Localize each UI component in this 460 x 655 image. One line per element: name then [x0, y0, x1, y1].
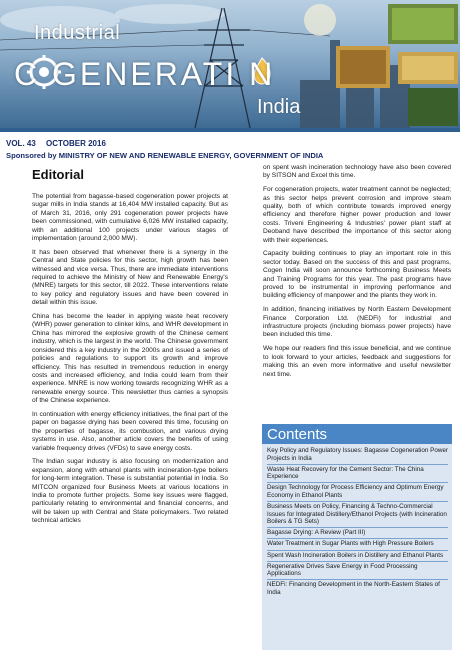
masthead-title-top: Industrial: [34, 22, 121, 44]
masthead: [0, 0, 460, 128]
contents-box: [262, 424, 452, 650]
contents-item-water-treatment[interactable]: Water Treatment in Sugar Plants with High Pressure Boilers: [267, 539, 448, 550]
contents-item-bagasse-drying[interactable]: Bagasse Drying: A Review (Part III): [267, 528, 448, 539]
contents-heading: Contents: [262, 424, 452, 444]
issue-info: [6, 139, 114, 148]
contents-item-spent-wash[interactable]: Spent Wash Incineration Boilers in Distillery and Ethanol Plants: [267, 551, 448, 562]
contents-item-policy[interactable]: Key Policy and Regulatory Issues: Bagasse Cogeneration Power Projects in India: [267, 446, 448, 465]
editorial-paragraph: We hope our readers find this issue beneficial, and we continue to look forward to your articles, feedback and suggestions for making this an even more informative and useful newsletter next time.: [263, 345, 451, 378]
editorial-paragraph: Capacity building continues to play an important role in this sector today. Based on the success of this and past programs, Cogen India will soon announce forthcoming Business Meets and Training Programs for this year. The past programs have proved to be instrumental in improving performance and building efficiency of manpower and the plants they work in.: [263, 250, 451, 300]
editorial-paragraph: The potential from bagasse-based cogeneration power projects at sugar mills in India stands at 16,404 MW installed capacity. But as of March 31, 2016, only 291 cogeneration power projects have been commissioned, with cumulative 6,026 MW installed capacity, with an additional 100 projects under various stages of implementation (around 2,000 MW).: [32, 193, 228, 243]
editorial-paragraph: In addition, financing initiatives by North Eastern Development Finance Corporation Ltd. (NEDFi) for industrial and infrastructure projects (including biomass power projects) have been included this time.: [263, 306, 451, 339]
editorial-right-column: [263, 164, 451, 384]
editorial-paragraph: China has become the leader in applying waste heat recovery (WHR) power generation to clinker kilns, and WHR development in China has mirrored the explosive growth of the Chinese cement industry, which is the largest in the world. The Chinese government considered this a key industry in the 2000s and issued a series of policies and regulations to support its growth and improve efficiency. This has resulted in tremendous reduction in energy costs and increased efficiency, and India could learn from their experience. MNRE is now working towards recognizing WHR as a renewable energy source. This newsletter thus carries a synopsis of the Chinese experience.: [32, 313, 228, 405]
sponsor-line: Sponsored by MINISTRY OF NEW AND RENEWABLE ENERGY, GOVERNMENT OF INDIA: [6, 151, 324, 160]
contents-item-business-meets[interactable]: Business Meets on Policy, Financing & Techno-Commercial Issues for Integrated Distillery/Ethanol Projects (with Incineration Boilers & TG Sets): [267, 502, 448, 528]
cane-field-photo: [408, 88, 458, 126]
contents-item-waste-heat[interactable]: Waste Heat Recovery for the Cement Sector: The China Experience: [267, 465, 448, 484]
contents-item-regenerative-drives[interactable]: Regenerative Drives Save Energy in Food Processing Applications: [267, 562, 448, 581]
editorial-paragraph: on spent wash incineration technology have also been covered by SITSON and Excel this time.: [263, 164, 451, 180]
contents-item-design-technology[interactable]: Design Technology for Process Efficiency and Optimum Energy Economy in Ethanol Plants: [267, 483, 448, 502]
masthead-title-sub: India: [257, 96, 301, 118]
editorial-paragraph: It has been observed that whenever there is a synergy in the Central and State policies for this sector, high growth has been witnessed and vice versa. Thus, there are immediate interventions required to achieve the Ministry of New and Renewable Energy's (MNRE) targets for this sector, till 2022. These interventions relate to key policy and regulatory issues and have been covered in detail within this issue.: [32, 248, 228, 307]
issue-month: OCTOBER 2016: [46, 139, 106, 148]
contents-item-nedfi[interactable]: NEDFi: Financing Development in the North-Eastern States of India: [267, 581, 440, 596]
editorial-heading: Editorial: [32, 167, 85, 182]
masthead-title-main: C GENERATI N: [14, 56, 276, 92]
editorial-paragraph: For cogeneration projects, water treatment cannot be neglected; as this sector helps prevent corrosion and improve steam quality, both of which contribute towards improved energy efficiency and therefore higher power production and lower costs. Triveni Engineering & Industries' power plant staff at Deoband have described the importance of this sector along with their experiences.: [263, 186, 451, 244]
editorial-paragraph: The Indian sugar industry is also focusing on modernization and expansion, along with ethanol plants with incineration-type boilers for long-term integration. These is substantial potential in India. So MITCON organized four Business Meets at various locations in India to promote further projects. Some key issues were flagged, particularly relating to environmental and financial concerns, and will be taken up with Central and State policymakers. Two related technical articles: [32, 458, 228, 525]
masthead-divider: [0, 128, 460, 132]
editorial-paragraph: In continuation with energy efficiency initiatives, the final part of the paper on bagasse drying has been covered this time, focusing on the properties of bagasse, its combustion, and various drying systems in use. Also, another article covers the benefits of using variable frequency drives (VFDs) to save energy costs.: [32, 410, 228, 452]
volume-label: VOL. 43: [6, 139, 36, 148]
contents-list: [262, 444, 452, 598]
editorial-left-column: [32, 193, 228, 531]
